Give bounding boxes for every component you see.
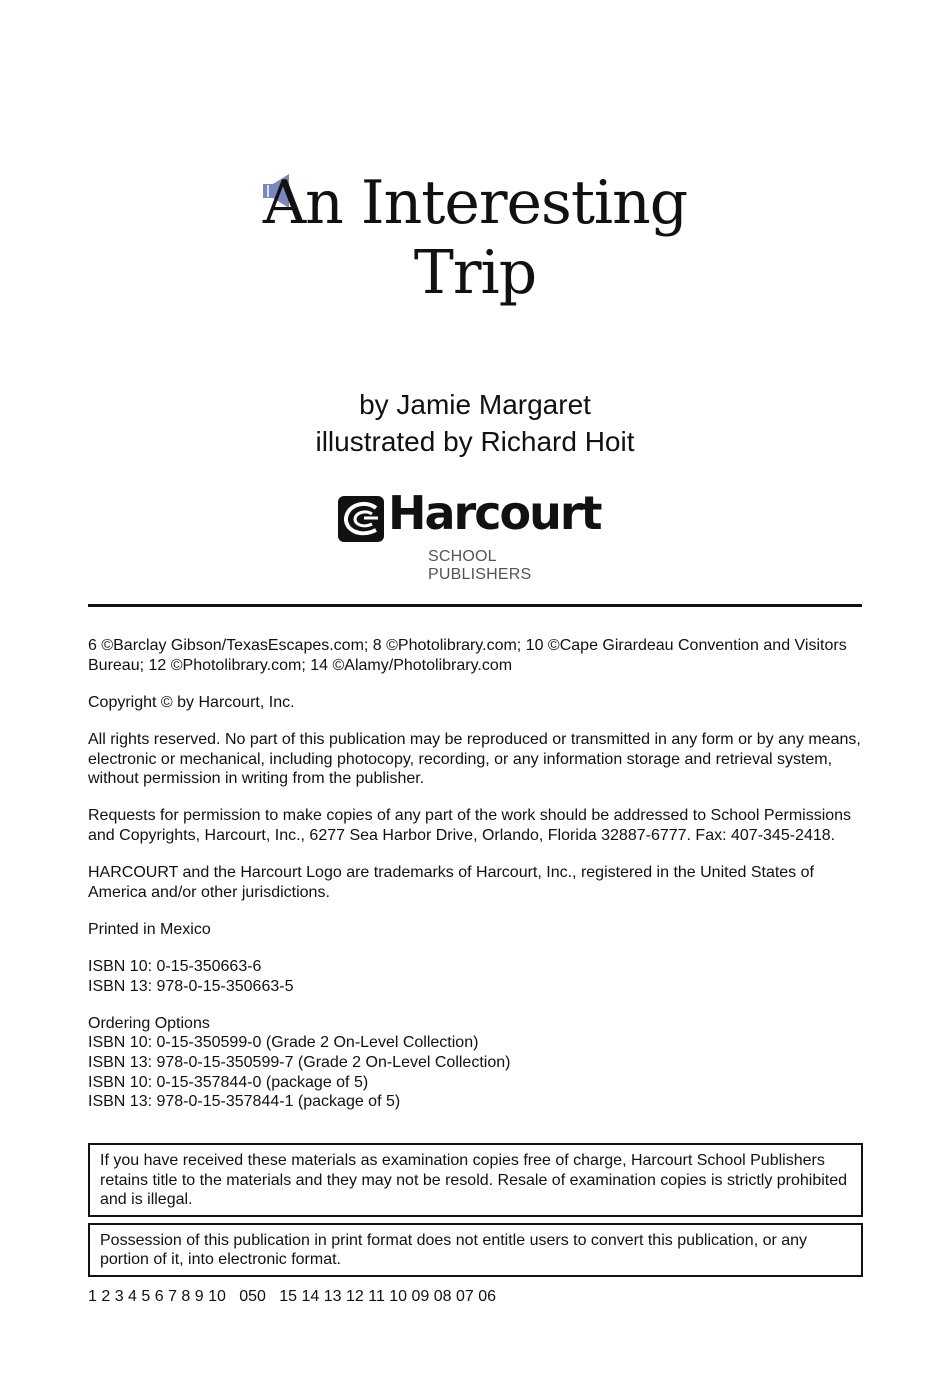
ordering-item: ISBN 13: 978-0-15-350599-7 (Grade 2 On-Level Collection) <box>88 1054 511 1072</box>
rights-paragraph: All rights reserved. No part of this publication may be reproduced or transmitted in any form or by any means, electronic or mechanical, including photocopy, recording, or any information storage and retrieval system, without permission in writing from the publisher. <box>88 730 861 788</box>
ordering-item: ISBN 10: 0-15-350599-0 (Grade 2 On-Level Collection) <box>88 1034 479 1052</box>
ordering-item: ISBN 13: 978-0-15-357844-1 (package of 5) <box>88 1093 401 1111</box>
trademark-paragraph: HARCOURT and the Harcourt Logo are trademarks of Harcourt, Inc., registered in the United States of America and/or other jurisdictions. <box>88 864 814 901</box>
photo-credits: 6 ©Barclay Gibson/TexasEscapes.com; 8 ©Photolibrary.com; 10 ©Cape Girardeau Convention and Visitors Bureau; 12 ©Photolibrary.com; 14 ©Alamy/Photolibrary.com <box>88 637 847 674</box>
logo-wordmark: Harcourt <box>388 486 601 540</box>
copyright-line: Copyright © by Harcourt, Inc. <box>88 693 295 711</box>
title-block <box>0 168 950 308</box>
illustrator-line: illustrated by Richard Hoit <box>315 426 635 457</box>
isbn-13: ISBN 13: 978-0-15-350663-5 <box>88 977 294 995</box>
legal-block <box>88 636 868 1129</box>
logo-subtitle: SCHOOL PUBLISHERS <box>428 548 532 583</box>
isbn-block <box>88 957 868 996</box>
ordering-title: Ordering Options <box>88 1014 210 1032</box>
printed-in: Printed in Mexico <box>88 920 211 938</box>
harcourt-logo <box>338 486 601 583</box>
byline <box>0 386 950 460</box>
title-line-1: An Interesting <box>262 168 688 238</box>
examination-copy-notice: If you have received these materials as examination copies free of charge, Harcourt School Publishers retains title to the materials and they may not be resold. Resale of examination copies is strictly prohibited and is illegal. <box>88 1143 863 1217</box>
electronic-format-notice: Possession of this publication in print format does not entitle users to convert this publication, or any portion of it, into electronic format. <box>88 1223 863 1277</box>
divider-rule <box>88 604 862 607</box>
print-line: 1 2 3 4 5 6 7 8 9 10 050 15 14 13 12 11 10 09 08 07 06 <box>88 1288 497 1305</box>
harcourt-logo-icon <box>338 496 384 542</box>
requests-paragraph: Requests for permission to make copies of any part of the work should be addressed to School Permissions and Copyrights, Harcourt, Inc., 6277 Sea Harbor Drive, Orlando, Florida 32887-6777. Fax: 407-345-2418. <box>88 807 852 844</box>
ordering-options <box>88 1014 868 1112</box>
notice-boxes <box>88 1143 863 1283</box>
ordering-item: ISBN 10: 0-15-357844-0 (package of 5) <box>88 1073 369 1091</box>
isbn-10: ISBN 10: 0-15-350663-6 <box>88 958 262 976</box>
author-line: by Jamie Margaret <box>359 389 591 420</box>
title-line-2: Trip <box>413 238 537 308</box>
